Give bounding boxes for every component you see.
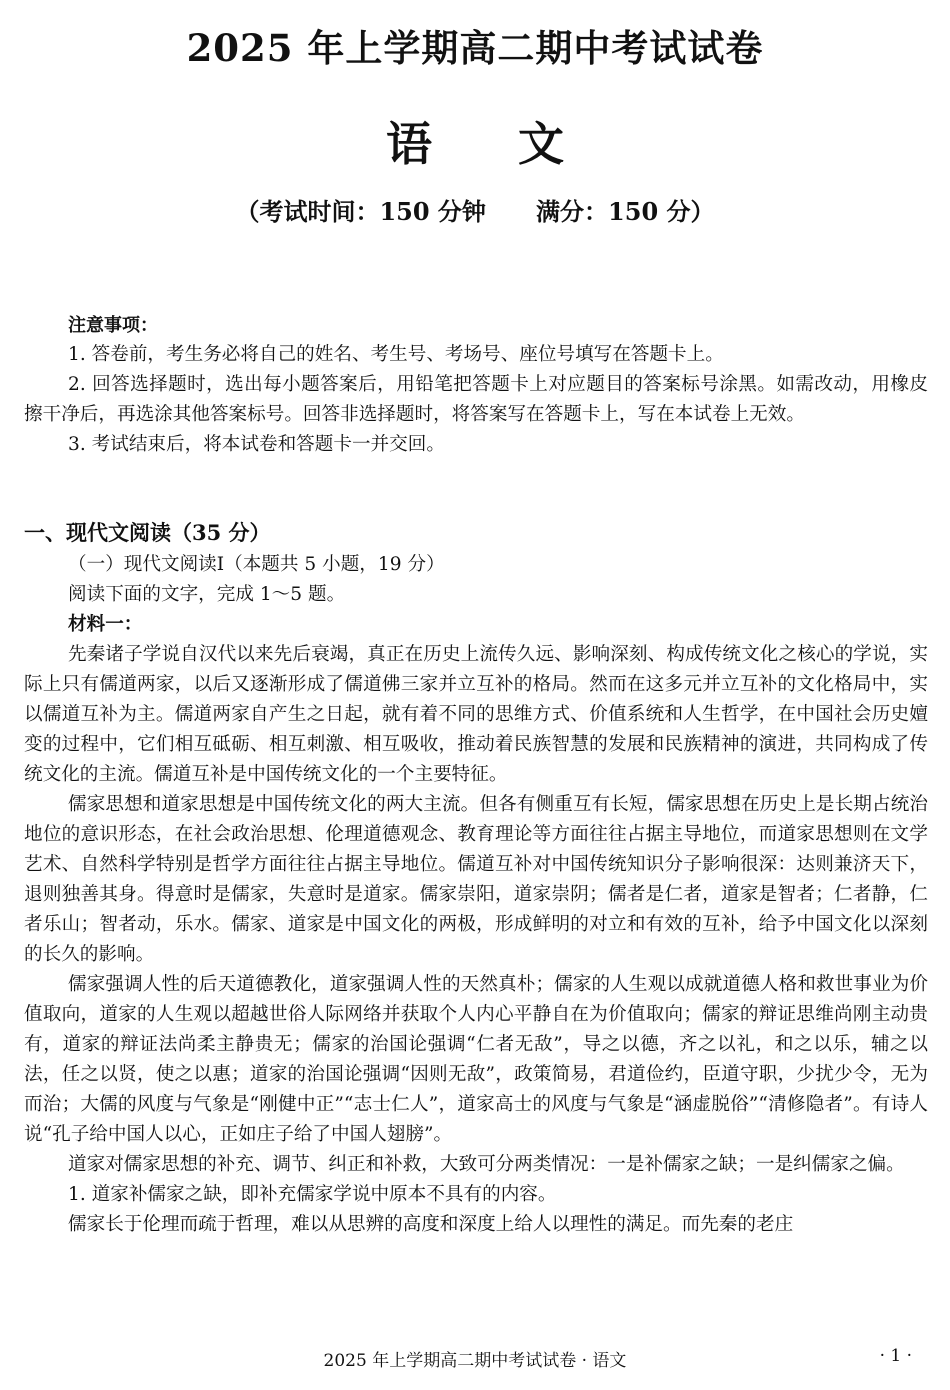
section-modern-reading — [24, 516, 928, 1240]
paragraph-6: 儒家长于伦理而疏于哲理，难以从思辨的高度和深度上给人以理性的满足。而先秦的老庄 — [68, 1214, 794, 1235]
note-item-1: 1. 答卷前，考生务必将自己的姓名、考生号、考场号、座位号填写在答题卡上。 — [68, 344, 724, 365]
subject-char-1: 语 — [386, 117, 432, 171]
page-number: · 1 · — [879, 1346, 912, 1366]
page-footer: 2025 年上学期高二期中考试试卷 · 语文 — [323, 1351, 627, 1371]
paragraph-3: 儒家强调人性的后天道德教化，道家强调人性的天然真朴；儒家的人生观以成就道德人格和救世事业为价值取向，道家的人生观以超越世俗人际网络并获取个人内心平静自在为价值取向；儒家的辩证思维尚刚主动贵有，道家的辩证法尚柔主静贵无；儒家的治国论强调“仁者无敌”，导之以德，齐之以礼，和之以乐，辅之以法，任之以贤，使之以惠；道家的治国论强调“因则无敌”，政策简易，君道俭约，臣道守职，少扰少令，无为而治；大儒的风度与气象是“刚健中正”“志士仁人”，道家高士的风度与气象是“涵虚脱俗”“清修隐者”。有诗人说“孔子给中国人以心，正如庄子给了中国人翅膀”。 — [24, 974, 928, 1145]
paragraph-2: 儒家思想和道家思想是中国传统文化的两大主流。但各有侧重互有长短，儒家思想在历史上是长期占统治地位的意识形态，在社会政治思想、伦理道德观念、教育理论等方面往往占据主导地位，而道家思想则在文学艺术、自然科学特别是哲学方面往往占据主导地位。儒道互补对中国传统知识分子影响很深：达则兼济天下，退则独善其身。得意时是儒家，失意时是道家。儒家崇阳，道家崇阴；儒者是仁者，道家是智者；仁者静，仁者乐山；智者动，乐水。儒家、道家是中国文化的两极，形成鲜明的对立和有效的互补，给予中国文化以深刻的长久的影响。 — [24, 794, 928, 965]
material-label: 材料一： — [68, 614, 143, 635]
subject-title — [0, 108, 950, 174]
note-item-3: 3. 考试结束后，将本试卷和答题卡一并交回。 — [68, 434, 445, 455]
paragraph-1: 先秦诸子学说自汉代以来先后衰竭，真正在历史上流传久远、影响深刻、构成传统文化之核心的学说，实际上只有儒道两家，以后又逐渐形成了儒道佛三家并立互补的格局。然而在这多元并立互补的文化格局中，实以儒道互补为主。儒道两家自产生之日起，就有着不同的思维方式、价值系统和人生哲学，在中国社会历史嬗变的过程中，它们相互砥砺、相互刺激、相互吸收，推动着民族智慧的发展和民族精神的演进，共同构成了传统文化的主流。儒道互补是中国传统文化的一个主要特征。 — [24, 644, 928, 785]
reading-instruction: 阅读下面的文字，完成 1～5 题。 — [68, 584, 346, 605]
sub-section-title: （一）现代文阅读Ⅰ（本题共 5 小题，19 分） — [68, 554, 445, 575]
subject-char-2: 文 — [518, 117, 564, 171]
exam-title: 2025 年上学期高二期中考试试卷 — [186, 26, 764, 70]
paragraph-5: 1. 道家补儒家之缺，即补充儒家学说中原本不具有的内容。 — [68, 1184, 557, 1205]
exam-info: （考试时间：150 分钟 满分：150 分） — [235, 197, 715, 226]
section-title: 一、现代文阅读（35 分） — [24, 520, 271, 545]
notes-block — [24, 312, 928, 460]
notes-heading: 注意事项： — [68, 315, 158, 336]
note-item-2: 2. 回答选择题时，选出每小题答案后，用铅笔把答题卡上对应题目的答案标号涂黑。如需改动，用橡皮擦干净后，再选涂其他答案标号。回答非选择题时，将答案写在答题卡上，写在本试卷上无效。 — [24, 374, 928, 425]
paragraph-4: 道家对儒家思想的补充、调节、纠正和补救，大致可分两类情况：一是补儒家之缺；一是纠儒家之偏。 — [68, 1154, 905, 1175]
